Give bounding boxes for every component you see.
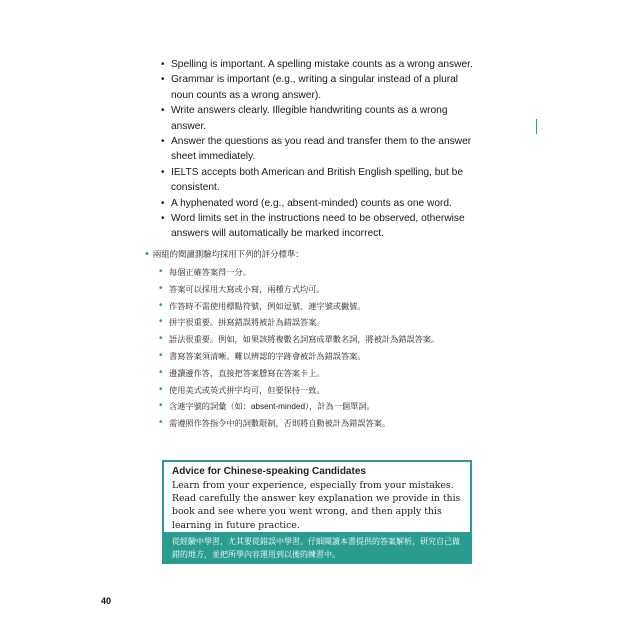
- page-number: 40: [101, 596, 112, 606]
- chinese-scoring-rules: [158, 265, 478, 433]
- list-item: • 每個正確答案得一分。: [158, 265, 478, 282]
- list-item: • 拼字很重要。拼寫錯誤將被計為錯誤答案。: [158, 315, 478, 332]
- list-item: • Spelling is important. A spelling mistake counts as a wrong answer.: [160, 57, 480, 72]
- advice-body: Learn from your experience, especially from your mistakes. Read carefully the answer key explanation we provide in this book and see where you went wrong, and then apply this learning in future practice.: [172, 480, 461, 531]
- advice-title: Advice for Chinese-speaking Candidates: [172, 466, 366, 477]
- chinese-section-header: [145, 248, 465, 260]
- list-item: • Word limits set in the instructions need to be observed, otherwise answers will automatically be marked incorrect.: [160, 211, 480, 242]
- list-item: • 書寫答案須清晰。難以辨認的字跡會被計為錯誤答案。: [158, 349, 478, 366]
- list-item: • 語法很重要。例如，如果該將複數名詞寫成單數名詞，將被計為錯誤答案。: [158, 332, 478, 349]
- list-item: • Write answers clearly. Illegible handwriting counts as a wrong answer.: [160, 103, 480, 134]
- list-item: • 答案可以採用大寫或小寫，兩種方式均可。: [158, 282, 478, 299]
- margin-marker: [536, 119, 537, 134]
- list-item: • IELTS accepts both American and British English spelling, but be consistent.: [160, 165, 480, 196]
- list-item: • 含連字號的詞彙（如：absent-minded），計為一個單詞。: [158, 399, 478, 416]
- english-scoring-rules: [160, 57, 480, 242]
- list-item: • 作答時不需使用標點符號，例如逗號、連字號或撇號。: [158, 299, 478, 316]
- advice-box: [162, 460, 472, 564]
- list-item: • 需遵照作答指令中的詞數限制，否則將自動被計為錯誤答案。: [158, 416, 478, 433]
- advice-chinese-text: 從經驗中學習，尤其要從錯誤中學習。仔細閱讀本書提供的答案解析，研究自己做錯的地方，並把所學內容運用到以後的練習中。: [164, 532, 470, 564]
- list-item: • 使用美式或英式拼字均可，但要保持一致。: [158, 383, 478, 400]
- list-item: • Grammar is important (e.g., writing a singular instead of a plural noun counts as a wrong answer).: [160, 72, 480, 103]
- chinese-header-text: 兩組的閱讀測驗均採用下列的評分標準：: [152, 249, 304, 259]
- list-item: • 邊讀邊作答，直接把答案謄寫在答案卡上。: [158, 366, 478, 383]
- list-item: • Answer the questions as you read and transfer them to the answer sheet immediately.: [160, 134, 480, 165]
- bullet-icon: •: [145, 248, 149, 260]
- list-item: • A hyphenated word (e.g., absent-minded) counts as one word.: [160, 196, 480, 211]
